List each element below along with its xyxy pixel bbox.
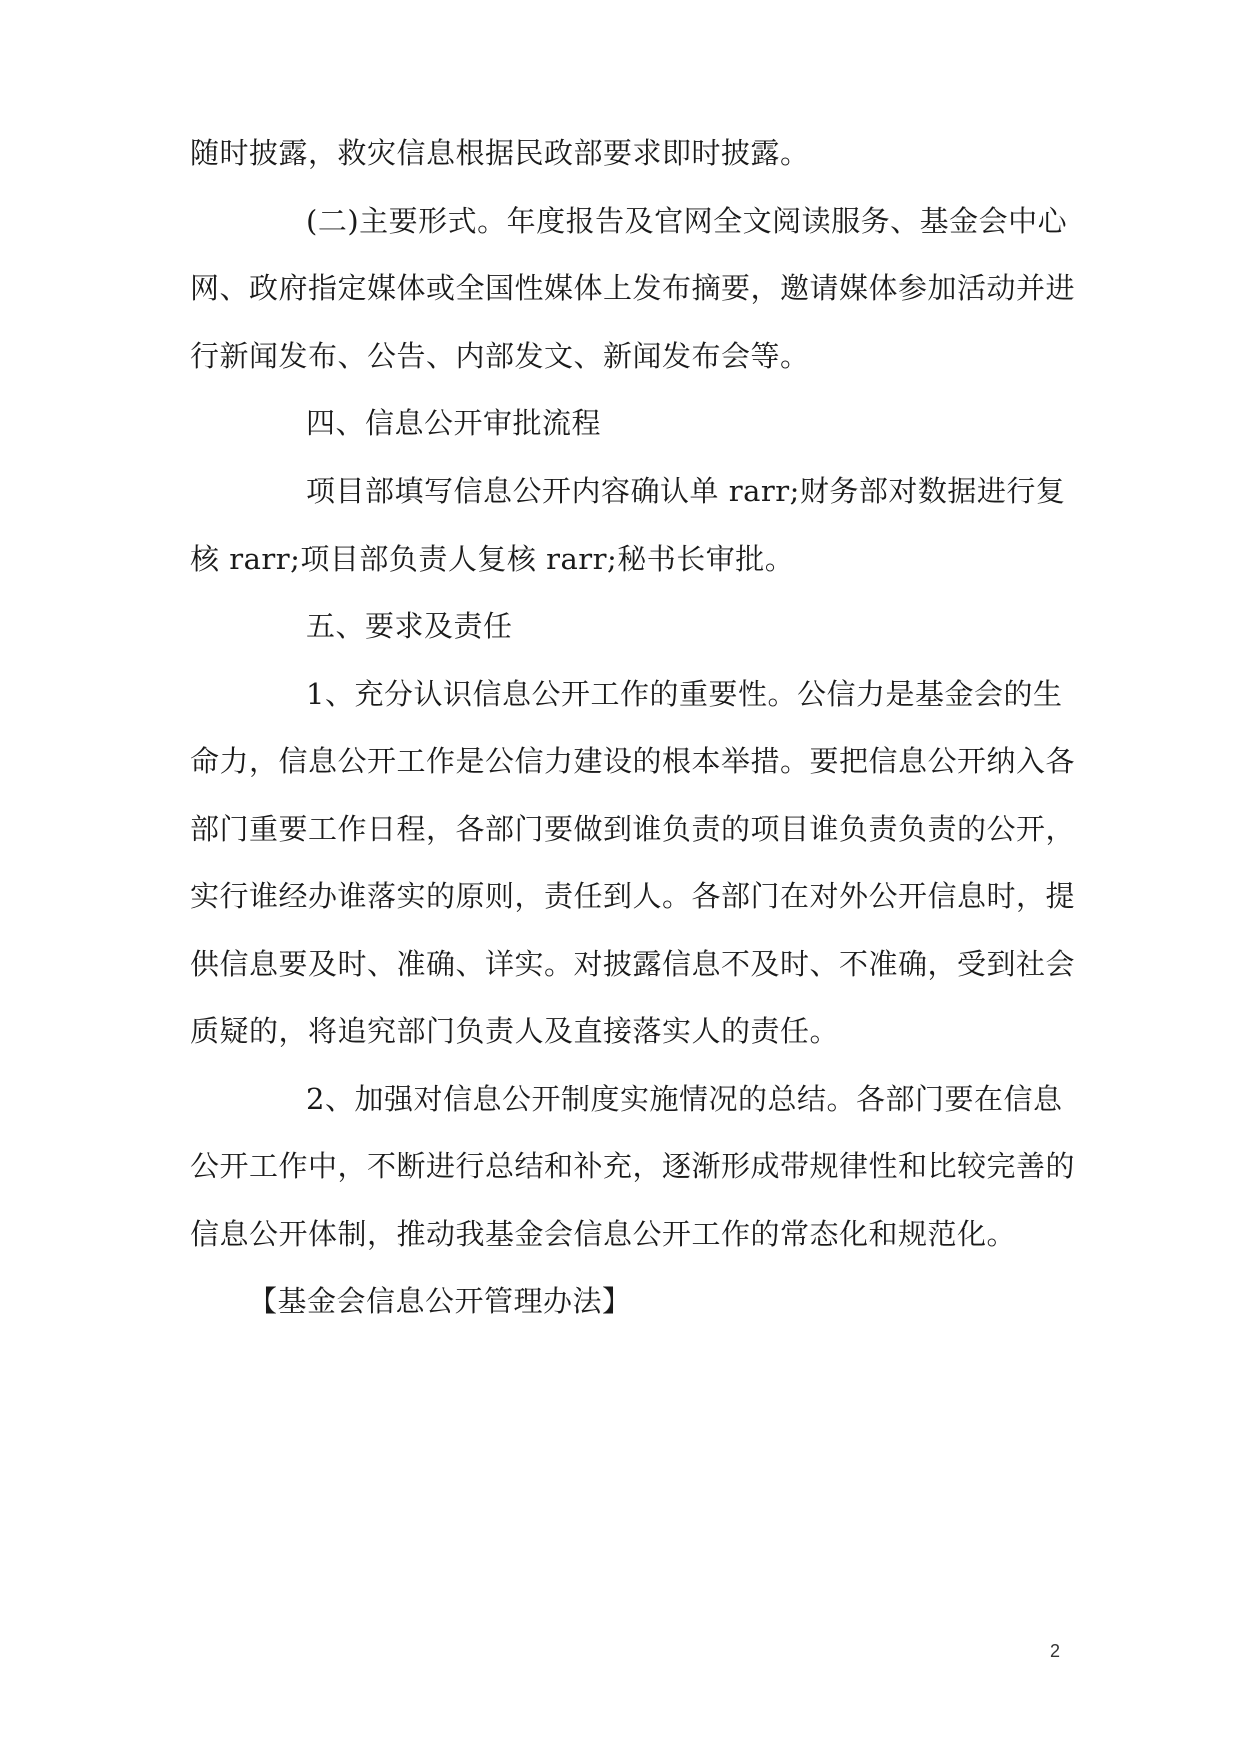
- paragraph-line: 供信息要及时、准确、详实。对披露信息不及时、不准确，受到社会: [190, 947, 1076, 981]
- paragraph-line: 部门重要工作日程，各部门要做到谁负责的项目谁负责负责的公开，: [190, 812, 1076, 846]
- paragraph-line: 核 rarr;项目部负责人复核 rarr;秘书长审批。: [190, 542, 795, 576]
- paragraph-line: 命力，信息公开工作是公信力建设的根本举措。要把信息公开纳入各: [190, 744, 1076, 778]
- page-number: 2: [1049, 1641, 1060, 1661]
- paragraph-line: (二)主要形式。年度报告及官网全文阅读服务、基金会中心: [306, 204, 1068, 238]
- section-heading: 五、要求及责任: [306, 609, 513, 643]
- paragraph-line: 质疑的，将追究部门负责人及直接落实人的责任。: [190, 1014, 840, 1048]
- paragraph-line: 2、加强对信息公开制度实施情况的总结。各部门要在信息: [306, 1082, 1063, 1116]
- section-heading: 四、信息公开审批流程: [306, 406, 602, 440]
- paragraph-line: 随时披露，救灾信息根据民政部要求即时披露。: [190, 136, 810, 170]
- paragraph-line: 公开工作中，不断进行总结和补充，逐渐形成带规律性和比较完善的: [190, 1149, 1076, 1183]
- paragraph-line: 项目部填写信息公开内容确认单 rarr;财务部对数据进行复: [306, 474, 1066, 508]
- paragraph-line: 实行谁经办谁落实的原则，责任到人。各部门在对外公开信息时，提: [190, 879, 1076, 913]
- paragraph-line: 行新闻发布、公告、内部发文、新闻发布会等。: [190, 339, 810, 373]
- document-title-bracketed: 【基金会信息公开管理办法】: [248, 1284, 632, 1318]
- paragraph-line: 网、政府指定媒体或全国性媒体上发布摘要，邀请媒体参加活动并进: [190, 271, 1076, 305]
- paragraph-line: 信息公开体制，推动我基金会信息公开工作的常态化和规范化。: [190, 1217, 1017, 1251]
- paragraph-line: 1、充分认识信息公开工作的重要性。公信力是基金会的生: [306, 677, 1063, 711]
